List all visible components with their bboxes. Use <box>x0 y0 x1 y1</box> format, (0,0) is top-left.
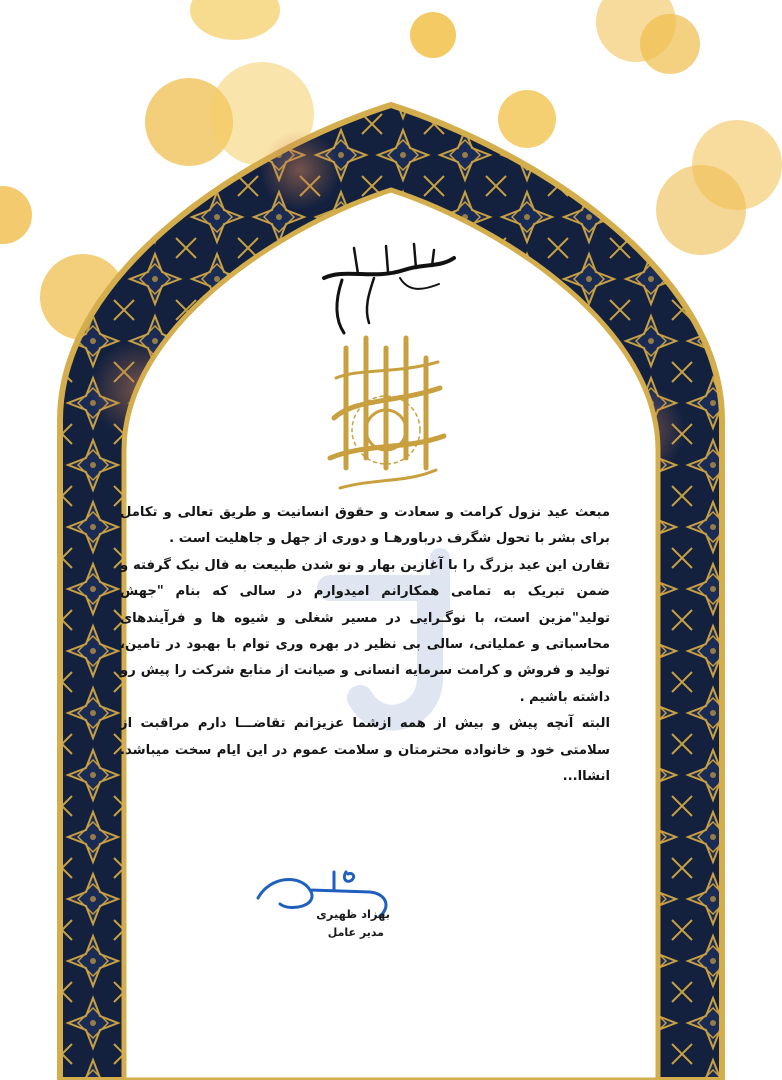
letter-paragraph: البته آنچه پیش و بیش از همه ازشما عزیزانم تقاضـــا دارم مراقبت از سلامتی خود و خانواده محترمتان و سلامت عموم در این ایام سخت میباشد. انشاا... <box>120 716 610 785</box>
letter-paragraph: مبعث عید نزول کرامت و سعادت و حقوق انسانیت و طریق تعالی و تکامل برای بشر با تحول شگرف درباورهـا و دوری از جهل و جاهلیت است . <box>120 505 610 547</box>
letter-body <box>120 500 610 790</box>
muhammad-calligraphy-icon <box>316 318 456 498</box>
signatory-name: بهزاد ظهیری <box>316 907 390 921</box>
letter-paragraph: تقارن این عید بزرگ را با آغازین بهار و نو شدن طبیعت به فال نیک گرفته و ضمن تبریک به تمامی همکارانم امیدوارم در سالی که بنام "جهش تولید"مزین است، با نوگـرایی در مسیر شغلی و شیوه ها و فرآیندهای محاسباتی و عملیاتی، سالی بی نظیر در بهره وری توام با بهبود در تامین، تولید و فروش و کرامت سرمایه انسانی و صیانت از منابع شرکت را پیش رو داشته باشیم . <box>120 557 610 705</box>
signatory-title: مدیر عامل <box>327 926 384 939</box>
